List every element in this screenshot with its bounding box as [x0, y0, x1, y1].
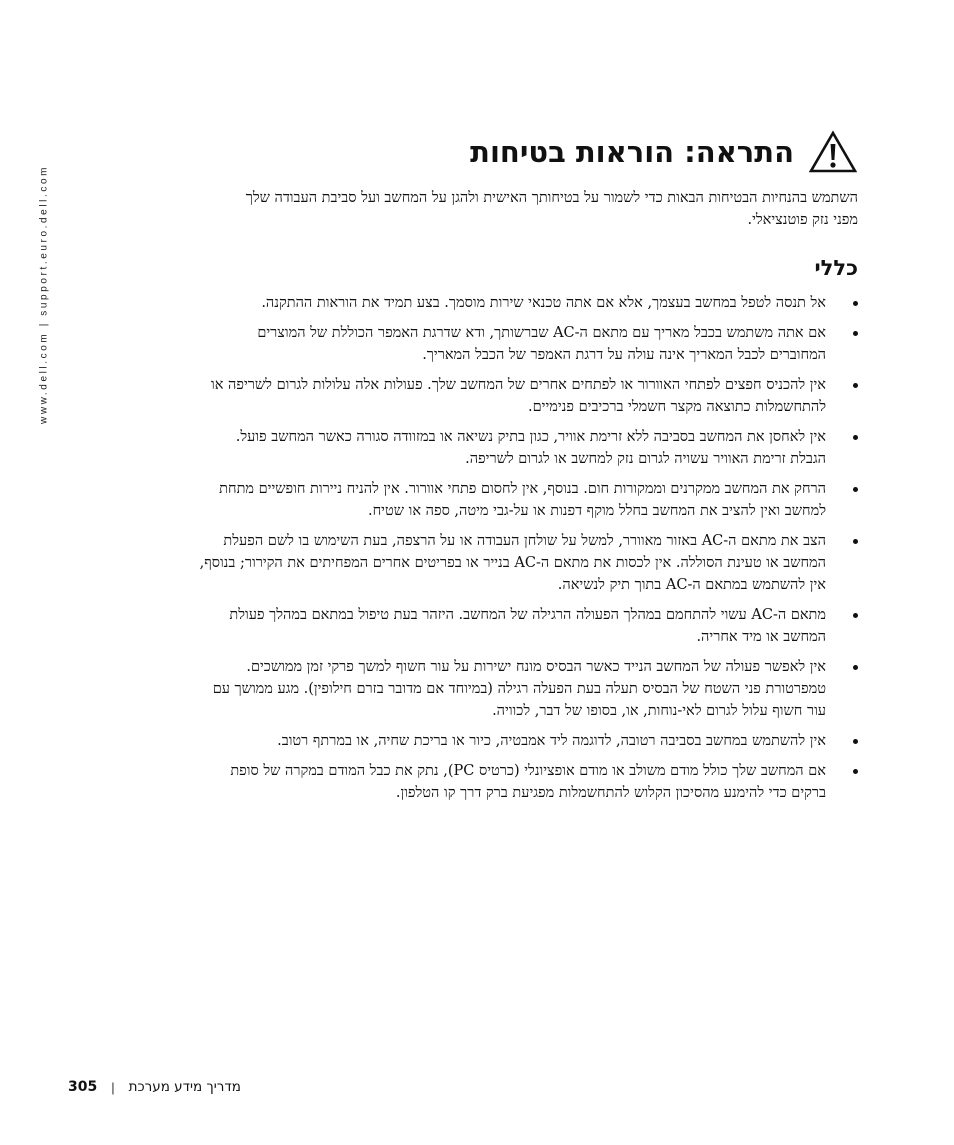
list-item-text: אין להכניס חפצים לפתחי האוורור או לפתחים אחרים של המחשב שלך. פעולות אלה עלולות לגרום לשריפה או להתחשמלות כתוצאה מקצר חשמלי ברכיבים פנימיים.	[211, 377, 826, 415]
title-row	[470, 128, 858, 176]
list-item	[198, 292, 858, 314]
bullet-icon	[853, 301, 858, 306]
list-item	[198, 760, 858, 804]
safety-list	[198, 292, 858, 812]
page-number: 305	[68, 1079, 98, 1095]
side-url: www.dell.com | support.euro.dell.com	[38, 164, 50, 424]
bullet-icon	[853, 383, 858, 388]
list-item	[198, 530, 858, 596]
bullet-icon	[853, 331, 858, 336]
list-item	[198, 426, 858, 470]
list-item	[198, 656, 858, 722]
list-item-text: הרחק את המחשב ממקרנים וממקורות חום. בנוסף, אין לחסום פתחי אוורור. אין להניח ניירות חופשיים מתחת למחשב ואין להציב את המחשב בחלל מוקף דפנות או על-גבי מיטה, ספה או שטיח.	[219, 481, 826, 519]
page-title: התראה: הוראות בטיחות	[470, 135, 794, 169]
list-item-text: אין להשתמש במחשב בסביבה רטובה, לדוגמה ליד אמבטיה, כיור או בריכת שחיה, או במרתף רטוב.	[277, 733, 826, 749]
list-item	[198, 322, 858, 366]
list-item-text: מתאם ה-AC עשוי להתחמם במהלך הפעולה הרגילה של המחשב. היזהר בעת טיפול במתאם במהלך פעולת המחשב או מיד אחריה.	[229, 607, 826, 645]
list-item-text: אין לאחסן את המחשב בסביבה ללא זרימת אוויר, כגון בתיק נשיאה או במזוודה סגורה כאשר המחשב פועל. הגבלת זרימת האוויר עשויה לגרום נזק למחשב או לגרום לשריפה.	[235, 429, 826, 467]
list-item-text: אין לאפשר פעולה של המחשב הנייד כאשר הבסיס מונח ישירות על עור חשוף למשך פרקי זמן ממושכים. טמפרטורת פני השטח של הבסיס תעלה בעת הפעלה רגילה (במיוחד אם מדובר בזרם חילופין). מגע ממושך עם עור חשוף עלול לגרום לאי-נוחות, או, בסופו של דבר, לכוויה.	[212, 659, 826, 719]
bullet-icon	[853, 769, 858, 774]
list-item	[198, 374, 858, 418]
bullet-icon	[853, 613, 858, 618]
bullet-icon	[853, 435, 858, 440]
list-item-text: אם אתה משתמש בכבל מאריך עם מתאם ה-AC שברשותך, ודא שדרגת האמפר הכוללת של המוצרים המחוברים לכבל המאריך אינה עולה על דרגת האמפר של הכבל המאריך.	[257, 325, 826, 363]
bullet-icon	[853, 539, 858, 544]
footer-separator: |	[111, 1079, 115, 1095]
bullet-icon	[853, 487, 858, 492]
bullet-icon	[853, 739, 858, 744]
intro-paragraph: השתמש בהנחיות הבטיחות הבאות כדי לשמור על בטיחותך האישית ולהגן על המחשב ועל סביבת העבודה שלך מפני נזק פוטנציאלי.	[245, 190, 858, 228]
list-item	[198, 604, 858, 648]
section-heading: כללי	[814, 256, 858, 280]
list-item	[198, 478, 858, 522]
list-item-text: אל תנסה לטפל במחשב בעצמך, אלא אם אתה טכנאי שירות מוסמך. בצע תמיד את הוראות ההתקנה.	[261, 295, 826, 311]
warning-triangle-icon	[808, 130, 858, 174]
list-item-text: הצב את מתאם ה-AC באזור מאוורר, למשל על שולחן העבודה או על הרצפה, בעת השימוש בו לשם הפעלת המחשב או טעינת הסוללה. אין לכסות את מתאם ה-AC בנייר או בפריטים אחרים המפחיתים את הקירור; בנוסף, אין להשתמש במתאם ה-AC בתוך תיק לנשיאה.	[199, 533, 826, 593]
page-footer	[68, 1077, 241, 1097]
footer-title: מדריך מידע מערכת	[128, 1079, 241, 1095]
list-item	[198, 730, 858, 752]
list-item-text: אם המחשב שלך כולל מודם משולב או מודם אופציונלי (כרטיס PC), נתק את כבל המודם במקרה של סופת ברקים כדי להימנע מהסיכון הקלוש להתחשמלות מפגיעת ברק דרך קו הטלפון.	[230, 763, 826, 801]
bullet-icon	[853, 665, 858, 670]
